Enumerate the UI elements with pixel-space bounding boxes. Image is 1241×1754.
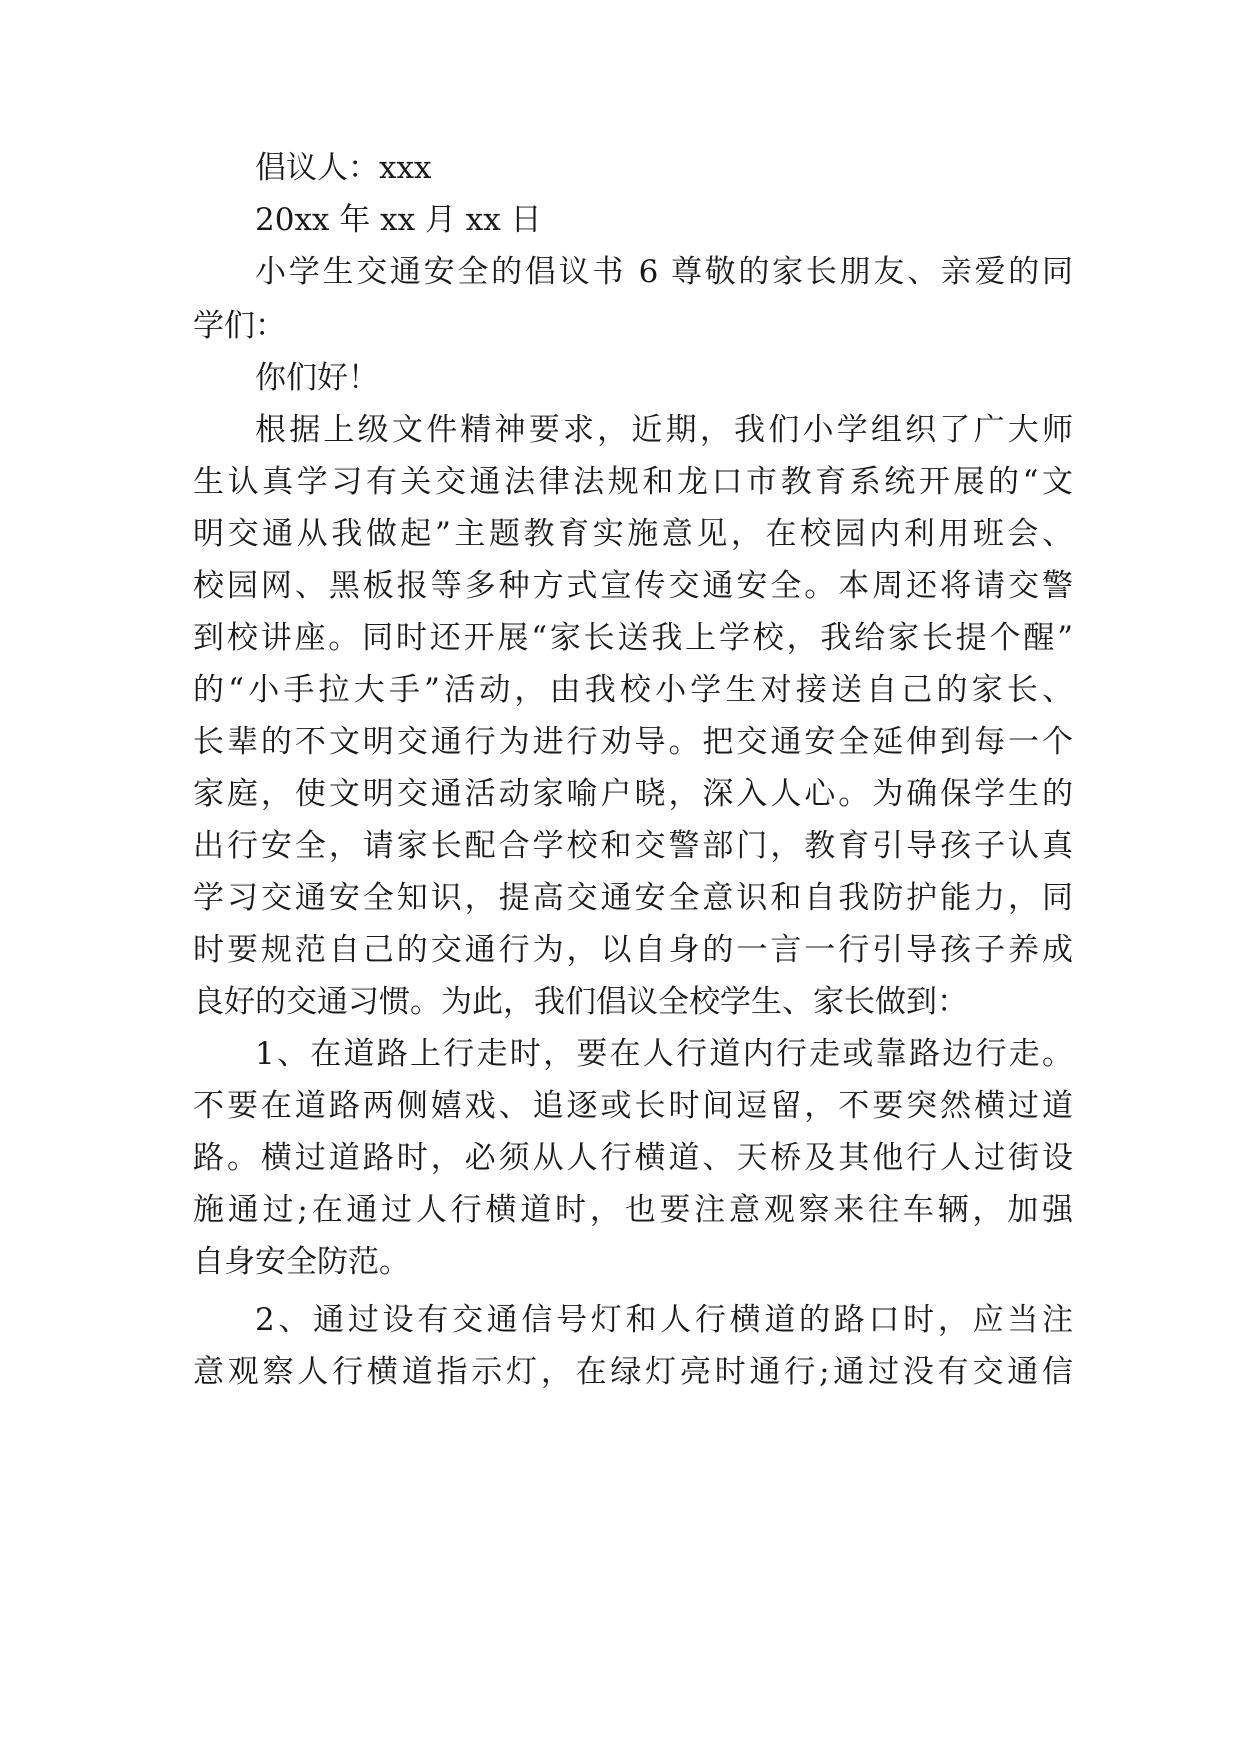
salutation-line: 学们：	[193, 308, 286, 344]
paragraph-line: 出行安全，请家长配合学校和交警部门，教育引导孩子认真	[193, 828, 1073, 864]
paragraph-line: 明交通从我做起”主题教育实施意见，在校园内利用班会、	[193, 516, 1073, 552]
list-item-line: 意观察人行横道指示灯，在绿灯亮时通行;通过没有交通信	[193, 1354, 1073, 1390]
list-item-line: 施通过;在通过人行横道时，也要注意观察来往车辆，加强	[193, 1192, 1073, 1228]
paragraph-line: 生认真学习有关交通法律法规和龙口市教育系统开展的“文	[193, 464, 1073, 500]
date-line: 20xx 年 xx 月 xx 日	[255, 202, 542, 238]
paragraph-line: 长辈的不文明交通行为进行劝导。把交通安全延伸到每一个	[193, 724, 1073, 760]
list-item-line: 不要在道路两侧嬉戏、追逐或长时间逗留，不要突然横过道	[193, 1088, 1073, 1124]
greeting-line: 你们好！	[255, 360, 379, 396]
paragraph-line: 时要规范自己的交通行为，以自身的一言一行引导孩子养成	[193, 932, 1073, 968]
paragraph-line: 根据上级文件精神要求，近期，我们小学组织了广大师	[255, 412, 1073, 448]
paragraph-line: 校园网、黑板报等多种方式宣传交通安全。本周还将请交警	[193, 568, 1073, 604]
paragraph-line: 家庭，使文明交通活动家喻户晓，深入人心。为确保学生的	[193, 776, 1073, 812]
paragraph-line: 学习交通安全知识，提高交通安全意识和自我防护能力，同	[193, 880, 1073, 916]
list-item-line: 自身安全防范。	[193, 1244, 410, 1280]
list-item-line: 1、在道路上行走时，要在人行道内行走或靠路边行走。	[255, 1036, 1073, 1072]
document-title-line: 小学生交通安全的倡议书 6 尊敬的家长朋友、亲爱的同	[255, 254, 1073, 290]
list-item-line: 路。横过道路时，必须从人行横道、天桥及其他行人过街设	[193, 1140, 1073, 1176]
paragraph-line: 到校讲座。同时还开展“家长送我上学校，我给家长提个醒”	[193, 620, 1073, 656]
paragraph-line: 的“小手拉大手”活动，由我校小学生对接送自己的家长、	[193, 672, 1073, 708]
paragraph-line: 良好的交通习惯。为此，我们倡议全校学生、家长做到：	[193, 984, 968, 1020]
list-item-line: 2、通过设有交通信号灯和人行横道的路口时，应当注	[255, 1302, 1073, 1338]
signatory-line: 倡议人：xxx	[255, 150, 432, 186]
